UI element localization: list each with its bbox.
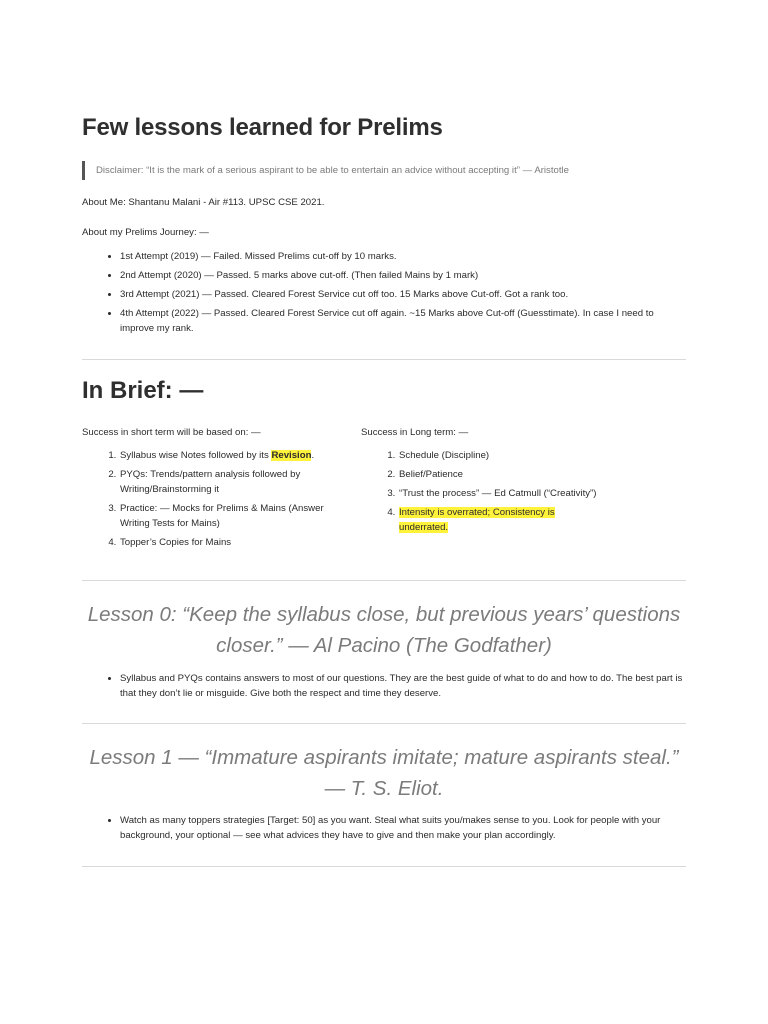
long-term-item: 2. Belief/Patience	[398, 467, 601, 482]
section-divider	[82, 580, 686, 581]
lesson-1-quote: Lesson 1 — “Immature aspirants imitate; mature aspirants steal.” — T. S. Eliot.	[89, 746, 679, 800]
journey-item: • 4th Attempt (2022) — Passed. Cleared Forest Service cut off again. ~15 Marks above Cut-off (Guesstimate). In case I need to improve my rank.	[120, 306, 686, 336]
lesson-0-quote: Lesson 0: “Keep the syllabus close, but previous years’ questions closer.” — Al Pacino (The Godfather)	[87, 603, 681, 657]
long-term-item: 3. “Trust the process” — Ed Catmull (“Creativity”)	[398, 486, 601, 501]
short-term-item: 4. Topper’s Copies for Mains	[119, 535, 344, 550]
short-term-label: Success in short term will be based on: —	[82, 427, 261, 438]
short-term-list	[82, 448, 344, 550]
journey-list	[82, 249, 686, 340]
long-term-column	[361, 425, 601, 539]
lesson-1-points	[82, 813, 686, 843]
journey-item: • 1st Attempt (2019) — Failed. Missed Prelims cut-off by 10 marks.	[120, 249, 686, 264]
about-me-text: About Me: Shantanu Malani - Air #113. UPSC CSE 2021.	[82, 197, 325, 208]
journey-item: • 2nd Attempt (2020) — Passed. 5 marks above cut-off. (Then failed Mains by 1 mark)	[120, 268, 686, 283]
section-divider	[82, 359, 686, 360]
section-divider	[82, 866, 686, 867]
journey-intro-text: About my Prelims Journey: —	[82, 227, 209, 238]
lesson-point: • Watch as many toppers strategies [Target: 50] as you want. Steal what suits you/makes sense to you. Look for people with your background, your optional — see what advices they have to give and then make your plan accordingly.	[120, 813, 686, 843]
short-term-item-text: Syllabus wise Notes followed by its	[120, 450, 272, 461]
journey-item: • 3rd Attempt (2021) — Passed. Cleared Forest Service cut off too. 15 Marks above Cut-off. Got a rank too.	[120, 287, 686, 302]
section-divider	[82, 723, 686, 724]
short-term-column	[82, 425, 344, 554]
page-title: Few lessons learned for Prelims	[82, 114, 443, 141]
brief-heading: In Brief: —	[82, 377, 204, 404]
short-term-item: 3. Practice: — Mocks for Prelims & Mains (Answer Writing Tests for Mains)	[119, 501, 344, 531]
lesson-0-points	[82, 671, 686, 701]
short-term-item-suffix: .	[311, 450, 315, 461]
long-term-item	[398, 505, 601, 535]
disclaimer-quote: Disclaimer: “It is the mark of a serious aspirant to be able to entertain an advice without accepting it” — Aristotle	[82, 161, 569, 180]
long-term-item: 1. Schedule (Discipline)	[398, 448, 601, 463]
lesson-point: • Syllabus and PYQs contains answers to most of our questions. They are the best guide of what to do and how to do. The best part is that they don’t lie or misguide. Give both the respect and time they deserve.	[120, 671, 686, 701]
long-term-label: Success in Long term: —	[361, 427, 469, 438]
short-term-item	[119, 448, 344, 463]
short-term-item: 2. PYQs: Trends/pattern analysis followed by Writing/Brainstorming it	[119, 467, 344, 497]
consistency-highlight: Intensity is overrated; Consistency is underrated.	[399, 507, 555, 533]
revision-highlight: Revision	[271, 450, 312, 461]
long-term-list	[361, 448, 601, 535]
